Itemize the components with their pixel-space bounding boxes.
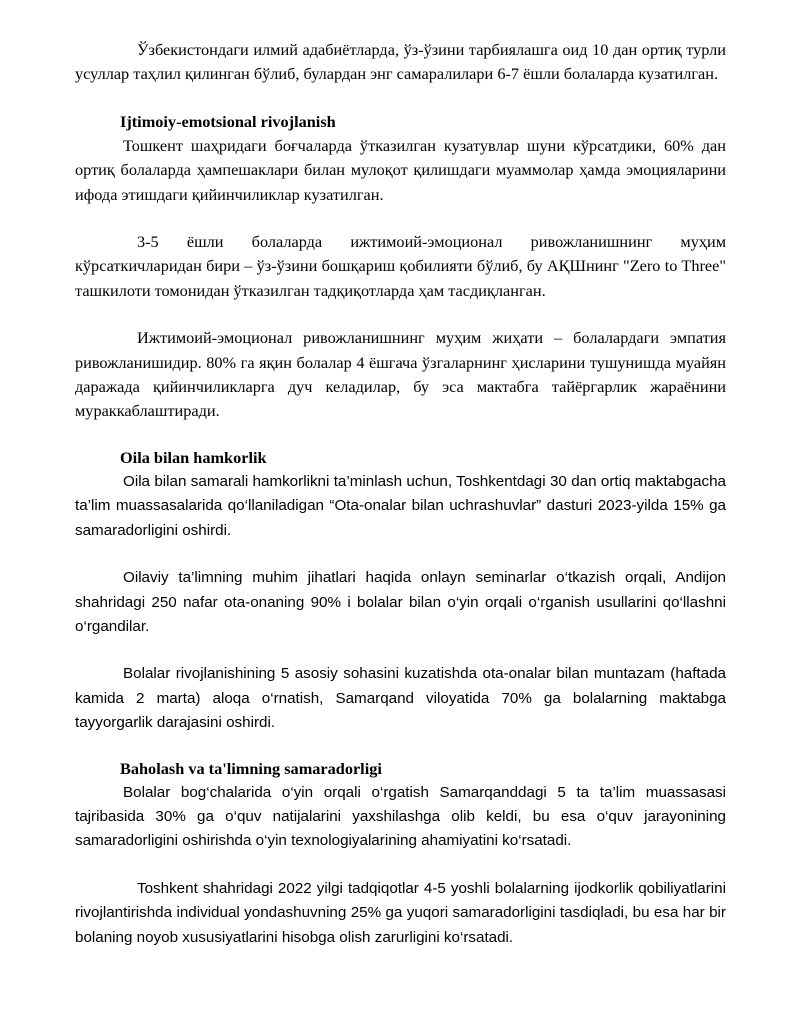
assessment-paragraph-2: Toshkent shahridagi 2022 yilgi tadqiqotlar 4-5 yoshli bolalarning ijodkorlik qobiliyatlarini rivojlantirishda individual yondashuvning 25% ga yuqori samaradorligini tasdiqladi, bu esa har bir bolaning noyob xususiyatlarini hisobga olish zarurligini ko‘rsatadi. xyxy=(75,879,726,946)
section-heading-social-emotional: Ijtimoiy-emotsional rivojlanish xyxy=(120,111,336,131)
social-emotional-paragraph-3: Ижтимоий-эмоционал ривожланишнинг муҳим жиҳати – болалардаги эмпатия ривожланишидир. 80% га яқин болалар 4 ёшгача ўзгаларнинг ҳисларини тушунишда муайян даражада қийинчиликларга дуч келадилар, бу эса мактабга тайёргарлик жараёнини мураккаблаштиради. xyxy=(75,328,726,421)
section-heading-family: Oila bilan hamkorlik xyxy=(120,447,267,467)
family-paragraph-3: Bolalar rivojlanishining 5 asosiy sohasini kuzatishda ota-onalar bilan muntazam (haftada kamida 2 marta) aloqa o‘rnatish, Samarqand viloyatida 70% ga bolalarning maktabga tayyorgarlik darajasini oshirdi. xyxy=(75,665,726,732)
social-emotional-paragraph-2: 3-5 ёшли болаларда ижтимоий-эмоционал ривожланишнинг муҳим кўрсаткичларидан бири – ўз-ўзини бошқариш қобилияти бўлиб, бу АҚШнинг "Zero to Three" ташкилоти томонидан ўтказилган тадқиқотларда ҳам тасдиқланган. xyxy=(75,232,726,300)
intro-paragraph: Ўзбекистондаги илмий адабиётларда, ўз-ўзини тарбиялашга оид 10 дан ортиқ турли усуллар таҳлил қилинган бўлиб, булардан энг самаралилари 6-7 ёшли болаларда кузатилган. xyxy=(75,40,726,84)
document-page xyxy=(75,38,726,950)
assessment-paragraph-1: Bolalar bog‘chalarida o‘yin orqali o‘rgatish Samarqanddagi 5 ta ta’lim muassasasi tajribasida 30% ga o‘quv natijalarini yaxshilashga olib keldi, bu esa o‘quv jarayonining samaradorligini oshirishda o‘yin texnologiyalarining ahamiyatini ko‘rsatadi. xyxy=(75,783,726,850)
section-heading-assessment: Baholash va ta'limning samaradorligi xyxy=(120,758,382,778)
social-emotional-paragraph-1: Тошкент шаҳридаги боғчаларда ўтказилган кузатувлар шуни кўрсатдики, 60% дан ортиқ болаларда ҳампешаклари билан мулоқот қилишдаги муаммолар ҳамда эмоцияларини ифода этишдаги қийинчиликлар кузатилган. xyxy=(75,135,726,204)
family-paragraph-2: Oilaviy ta’limning muhim jihatlari haqida onlayn seminarlar o‘tkazish orqali, Andijon shahridagi 250 nafar ota-onaning 90% i bolalar bilan o‘yin orqali o‘rganish usullarini qo‘llashni o‘rgandilar. xyxy=(75,569,726,635)
family-paragraph-1: Oila bilan samarali hamkorlikni ta’minlash uchun, Toshkentdagi 30 dan ortiq maktabgacha ta’lim muassasalarida qo‘llaniladigan “Ota-onalar bilan uchrashuvlar” dasturi 2023-yilda 15% ga samaradorligini oshirdi. xyxy=(75,472,726,539)
